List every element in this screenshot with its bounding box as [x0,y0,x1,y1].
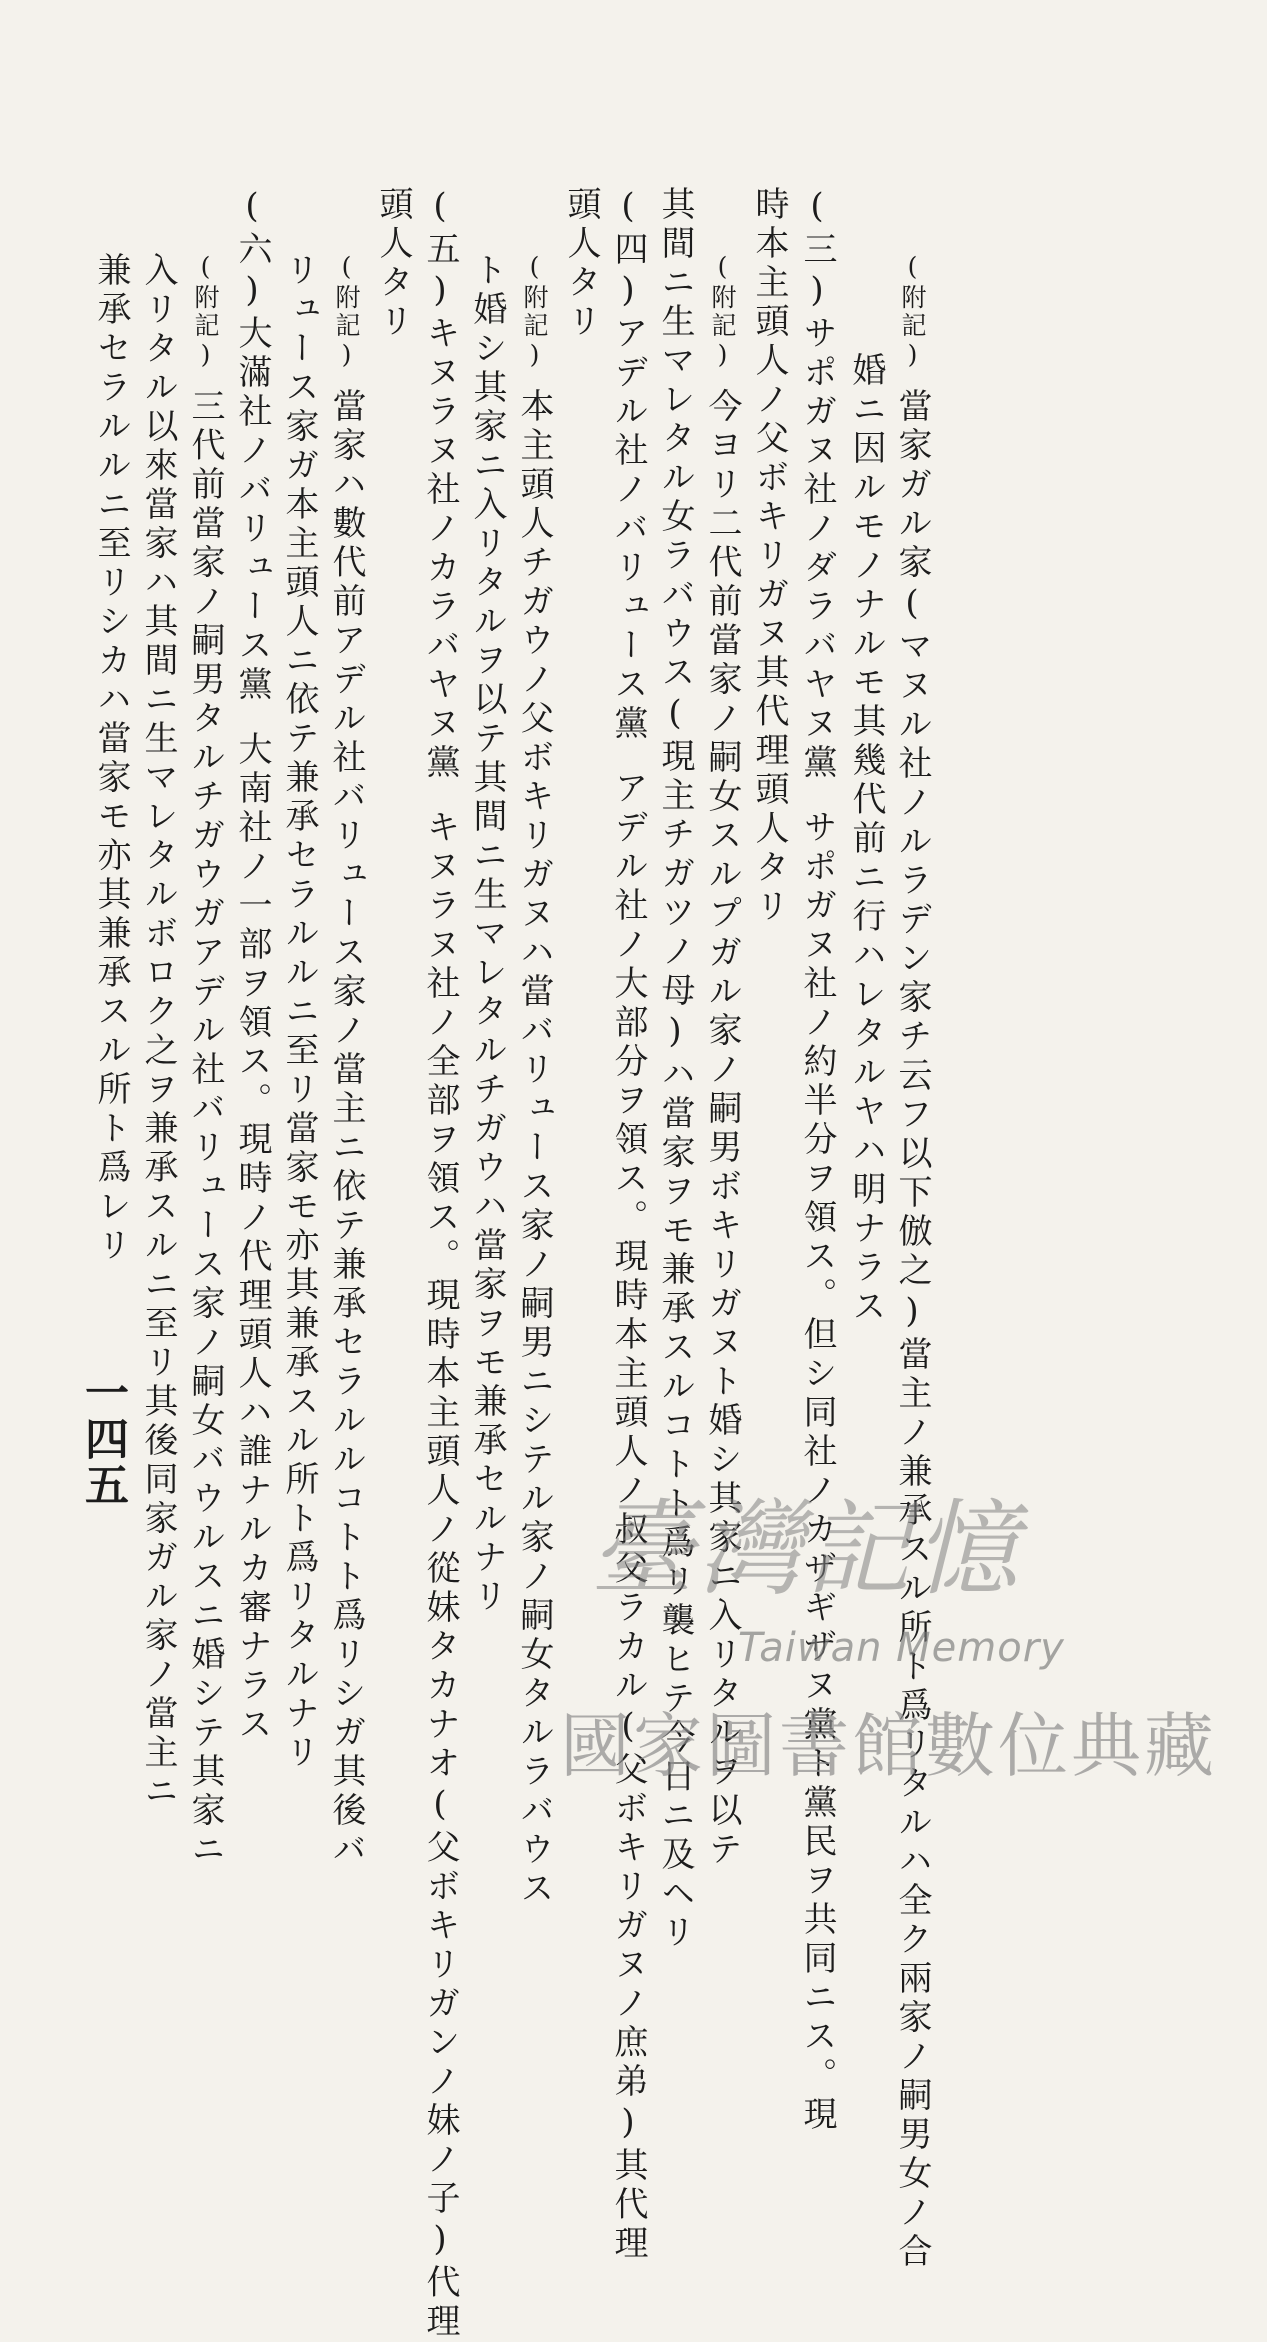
text-column-10 [467,252,507,1617]
section-title: (四)アデル社ノバリュース黨 [608,186,648,744]
column-text: 頭人タリ [561,186,601,342]
column-text: 時本主頭人ノ父ボキリガヌ其代理頭人タリ [749,186,789,927]
section-heading-5 [420,186,460,2342]
column-text: 頭人タリ [373,186,413,342]
text-column-13 [326,252,366,1870]
text-column-4 [749,186,789,927]
text-column-1 [892,252,932,2272]
appendix-label: (附記) [332,252,361,372]
text-column-16 [185,252,225,1870]
section-description: キヌラヌ社ノ全部ヲ領ス。現時本主頭人ノ從妹タカナオ(父ボキリガンノ妹ノ子)代理 [420,809,460,2342]
text-column-6 [655,186,695,1953]
section-heading-6 [232,186,272,1745]
column-text: 其間ニ生マレタル女ラバウス(現主チガツノ母)ハ當家ヲモ兼承スルコトト爲リ襲ヒテ今日ニ及ヘリ [655,186,695,1953]
text-column-8 [561,186,601,342]
text-column-12 [373,186,413,342]
section-title: (三)サポガヌ社ノダラバヤヌ黨 [797,186,837,783]
text-column-2 [846,352,886,1327]
watermark-latin: Taiwan Memory [738,1625,1065,1671]
appendix-label: (附記) [191,252,220,372]
section-title: (六)大滿社ノバリュース黨 [232,186,272,705]
column-text: 三代前當家ノ嗣男タルチガウガアデル社バリュース家ノ嗣女バウルスニ婚シテ其家ニ [185,388,225,1870]
text-column-14 [279,252,319,1773]
section-description: 大南社ノ一部ヲ領ス。現時ノ代理頭人ハ誰ナルカ審ナラス [232,731,272,1745]
watermark-caption: 國家圖書館數位典藏 [560,1705,1217,1787]
column-text: 婚ニ因ルモノナルモ其幾代前ニ行ハレタルヤハ明ナラス [846,352,886,1327]
column-text: 入リタル以來當家ハ其間ニ生マレタルボロク之ヲ兼承スルニ至リ其後同家ガル家ノ當主ニ [138,252,178,1812]
column-text: 兼承セラルルニ至リシカハ當家モ亦其兼承スル所ト爲レリ [91,252,131,1266]
watermark-logo: 臺灣記憶 [590,1488,1023,1610]
section-heading-4 [608,186,648,2264]
appendix-label: (附記) [708,252,737,372]
section-description: アデル社ノ大部分ヲ領ス。現時本主頭人ノ叔父ラカル(父ボキリガヌノ庶弟)其代理 [608,770,648,2264]
appendix-label: (附記) [520,252,549,372]
column-text: 今ヨリ二代前當家ノ嗣女スルプガル家ノ嗣男ボキリガヌト婚シ其家ニ入リタルヲ以テ [702,388,742,1870]
page-number: 一四五 [77,1370,128,1508]
text-column-5 [702,252,742,1870]
text-column-9 [514,252,554,1909]
text-column-17 [138,252,178,1812]
section-heading-3 [797,186,837,2135]
section-title: (五)キヌラヌ社ノカラバヤヌ黨 [420,186,460,783]
column-text: 當家ガル家(マヌル社ノルラデン家チ云フ以下倣之)當主ノ兼承スル所ト爲リタルハ全ク兩家ノ嗣男女ノ合 [892,388,932,2272]
text-column-18 [91,252,131,1266]
column-text: リュース家ガ本主頭人ニ依テ兼承セラルルニ至リ當家モ亦其兼承スル所ト爲リタルナリ [279,252,319,1773]
appendix-label: (附記) [898,252,927,372]
section-description: サポガヌ社ノ約半分ヲ領ス。但シ同社ノカザギザヌ黨ト黨民ヲ共同ニス。現 [797,809,837,2135]
column-text: 本主頭人チガウノ父ボキリガヌハ當バリュース家ノ嗣男ニシテル家ノ嗣女タルラバウス [514,388,554,1909]
column-text: 當家ハ數代前アデル社バリュース家ノ當主ニ依テ兼承セラルルコトト爲リシガ其後バ [326,388,366,1870]
column-text: ト婚シ其家ニ入リタルヲ以テ其間ニ生マレタルチガウハ當家ヲモ兼承セルナリ [467,252,507,1617]
